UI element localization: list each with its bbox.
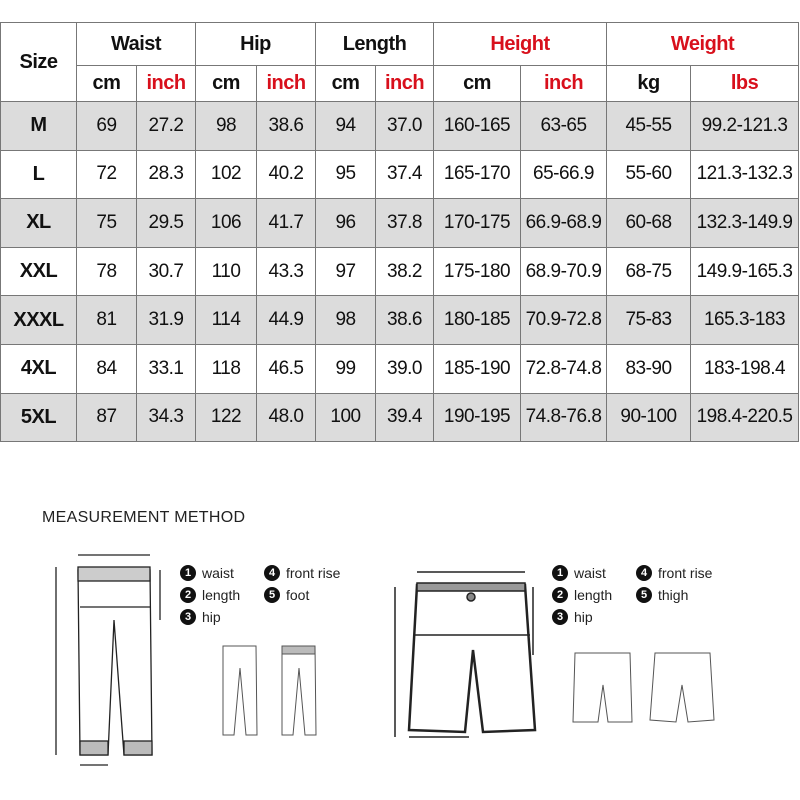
value-cell: 60-68 — [607, 199, 691, 248]
size-cell: M — [1, 102, 77, 151]
size-header: Size — [1, 23, 77, 102]
number-badge-icon: 1 — [552, 565, 568, 581]
value-cell: 97 — [316, 247, 376, 296]
value-cell: 99 — [316, 344, 376, 393]
value-cell: 165.3-183 — [691, 296, 799, 345]
table-row — [1, 150, 799, 199]
value-cell: 81 — [77, 296, 137, 345]
value-cell: 40.2 — [257, 150, 316, 199]
value-cell: 38.6 — [376, 296, 434, 345]
value-cell: 96 — [316, 199, 376, 248]
unit-header: inch — [137, 66, 196, 102]
value-cell: 83-90 — [607, 344, 691, 393]
legend-item — [264, 562, 374, 584]
legend-label: hip — [202, 609, 221, 625]
value-cell: 102 — [196, 150, 257, 199]
legend-item — [636, 562, 746, 584]
legend-label: thigh — [658, 587, 689, 603]
table-row — [1, 102, 799, 151]
size-cell: 4XL — [1, 344, 77, 393]
legend-item — [552, 584, 636, 606]
value-cell: 31.9 — [137, 296, 196, 345]
size-cell: 5XL — [1, 393, 77, 442]
value-cell: 33.1 — [137, 344, 196, 393]
value-cell: 78 — [77, 247, 137, 296]
value-cell: 180-185 — [434, 296, 521, 345]
waist-header: Waist — [77, 23, 196, 66]
number-badge-icon: 3 — [180, 609, 196, 625]
value-cell: 30.7 — [137, 247, 196, 296]
number-badge-icon: 4 — [264, 565, 280, 581]
legend-item — [552, 606, 636, 628]
value-cell: 98 — [316, 296, 376, 345]
number-badge-icon: 3 — [552, 609, 568, 625]
table-row — [1, 247, 799, 296]
value-cell: 87 — [77, 393, 137, 442]
value-cell: 90-100 — [607, 393, 691, 442]
value-cell: 118 — [196, 344, 257, 393]
unit-header: cm — [77, 66, 137, 102]
legend-label: foot — [286, 587, 310, 603]
value-cell: 99.2-121.3 — [691, 102, 799, 151]
value-cell: 198.4-220.5 — [691, 393, 799, 442]
size-cell: XXXL — [1, 296, 77, 345]
number-badge-icon: 5 — [636, 587, 652, 603]
unit-header: inch — [257, 66, 316, 102]
table-row — [1, 296, 799, 345]
length-header: Length — [316, 23, 434, 66]
height-header: Height — [434, 23, 607, 66]
hip-header: Hip — [196, 23, 316, 66]
number-badge-icon: 4 — [636, 565, 652, 581]
value-cell: 55-60 — [607, 150, 691, 199]
value-cell: 70.9-72.8 — [521, 296, 607, 345]
pants-thumbnails — [218, 643, 328, 743]
measurement-method-title: MEASUREMENT METHOD — [42, 509, 246, 526]
value-cell: 65-66.9 — [521, 150, 607, 199]
value-cell: 41.7 — [257, 199, 316, 248]
value-cell: 27.2 — [137, 102, 196, 151]
value-cell: 149.9-165.3 — [691, 247, 799, 296]
value-cell: 43.3 — [257, 247, 316, 296]
value-cell: 165-170 — [434, 150, 521, 199]
value-cell: 100 — [316, 393, 376, 442]
size-chart-table — [0, 22, 799, 442]
unit-header: kg — [607, 66, 691, 102]
value-cell: 110 — [196, 247, 257, 296]
size-cell: XL — [1, 199, 77, 248]
shorts-thumbnails — [570, 650, 720, 730]
value-cell: 69 — [77, 102, 137, 151]
legend-label: waist — [574, 565, 606, 581]
legend-label: hip — [574, 609, 593, 625]
value-cell: 75 — [77, 199, 137, 248]
value-cell: 190-195 — [434, 393, 521, 442]
value-cell: 37.8 — [376, 199, 434, 248]
legend-item — [636, 584, 746, 606]
table-row — [1, 344, 799, 393]
unit-header: inch — [521, 66, 607, 102]
value-cell: 170-175 — [434, 199, 521, 248]
value-cell: 132.3-149.9 — [691, 199, 799, 248]
legend-item — [552, 562, 636, 584]
value-cell: 37.4 — [376, 150, 434, 199]
number-badge-icon: 5 — [264, 587, 280, 603]
legend-label: front rise — [658, 565, 713, 581]
unit-header: cm — [434, 66, 521, 102]
value-cell: 68.9-70.9 — [521, 247, 607, 296]
value-cell: 39.4 — [376, 393, 434, 442]
value-cell: 46.5 — [257, 344, 316, 393]
value-cell: 106 — [196, 199, 257, 248]
unit-header: cm — [316, 66, 376, 102]
shorts-legend — [552, 562, 746, 628]
value-cell: 39.0 — [376, 344, 434, 393]
pants-legend — [180, 562, 374, 628]
legend-label: waist — [202, 565, 234, 581]
value-cell: 37.0 — [376, 102, 434, 151]
size-cell: L — [1, 150, 77, 199]
value-cell: 122 — [196, 393, 257, 442]
legend-item — [180, 584, 264, 606]
unit-header: lbs — [691, 66, 799, 102]
value-cell: 29.5 — [137, 199, 196, 248]
value-cell: 66.9-68.9 — [521, 199, 607, 248]
value-cell: 74.8-76.8 — [521, 393, 607, 442]
value-cell: 38.6 — [257, 102, 316, 151]
value-cell: 183-198.4 — [691, 344, 799, 393]
legend-item — [264, 584, 374, 606]
value-cell: 38.2 — [376, 247, 434, 296]
value-cell: 175-180 — [434, 247, 521, 296]
value-cell: 63-65 — [521, 102, 607, 151]
legend-item — [180, 606, 264, 628]
value-cell: 44.9 — [257, 296, 316, 345]
value-cell: 160-165 — [434, 102, 521, 151]
value-cell: 72 — [77, 150, 137, 199]
table-row — [1, 199, 799, 248]
value-cell: 185-190 — [434, 344, 521, 393]
legend-label: length — [574, 587, 613, 603]
value-cell: 84 — [77, 344, 137, 393]
value-cell: 34.3 — [137, 393, 196, 442]
legend-label: length — [202, 587, 241, 603]
value-cell: 95 — [316, 150, 376, 199]
value-cell: 28.3 — [137, 150, 196, 199]
size-cell: XXL — [1, 247, 77, 296]
value-cell: 98 — [196, 102, 257, 151]
legend-label: front rise — [286, 565, 341, 581]
value-cell: 68-75 — [607, 247, 691, 296]
legend-item — [180, 562, 264, 584]
unit-header: inch — [376, 66, 434, 102]
number-badge-icon: 2 — [552, 587, 568, 603]
number-badge-icon: 1 — [180, 565, 196, 581]
shorts-diagram — [385, 560, 565, 750]
table-row — [1, 393, 799, 442]
value-cell: 75-83 — [607, 296, 691, 345]
value-cell: 121.3-132.3 — [691, 150, 799, 199]
value-cell: 94 — [316, 102, 376, 151]
value-cell: 114 — [196, 296, 257, 345]
value-cell: 45-55 — [607, 102, 691, 151]
number-badge-icon: 2 — [180, 587, 196, 603]
value-cell: 48.0 — [257, 393, 316, 442]
weight-header: Weight — [607, 23, 799, 66]
unit-header: cm — [196, 66, 257, 102]
value-cell: 72.8-74.8 — [521, 344, 607, 393]
